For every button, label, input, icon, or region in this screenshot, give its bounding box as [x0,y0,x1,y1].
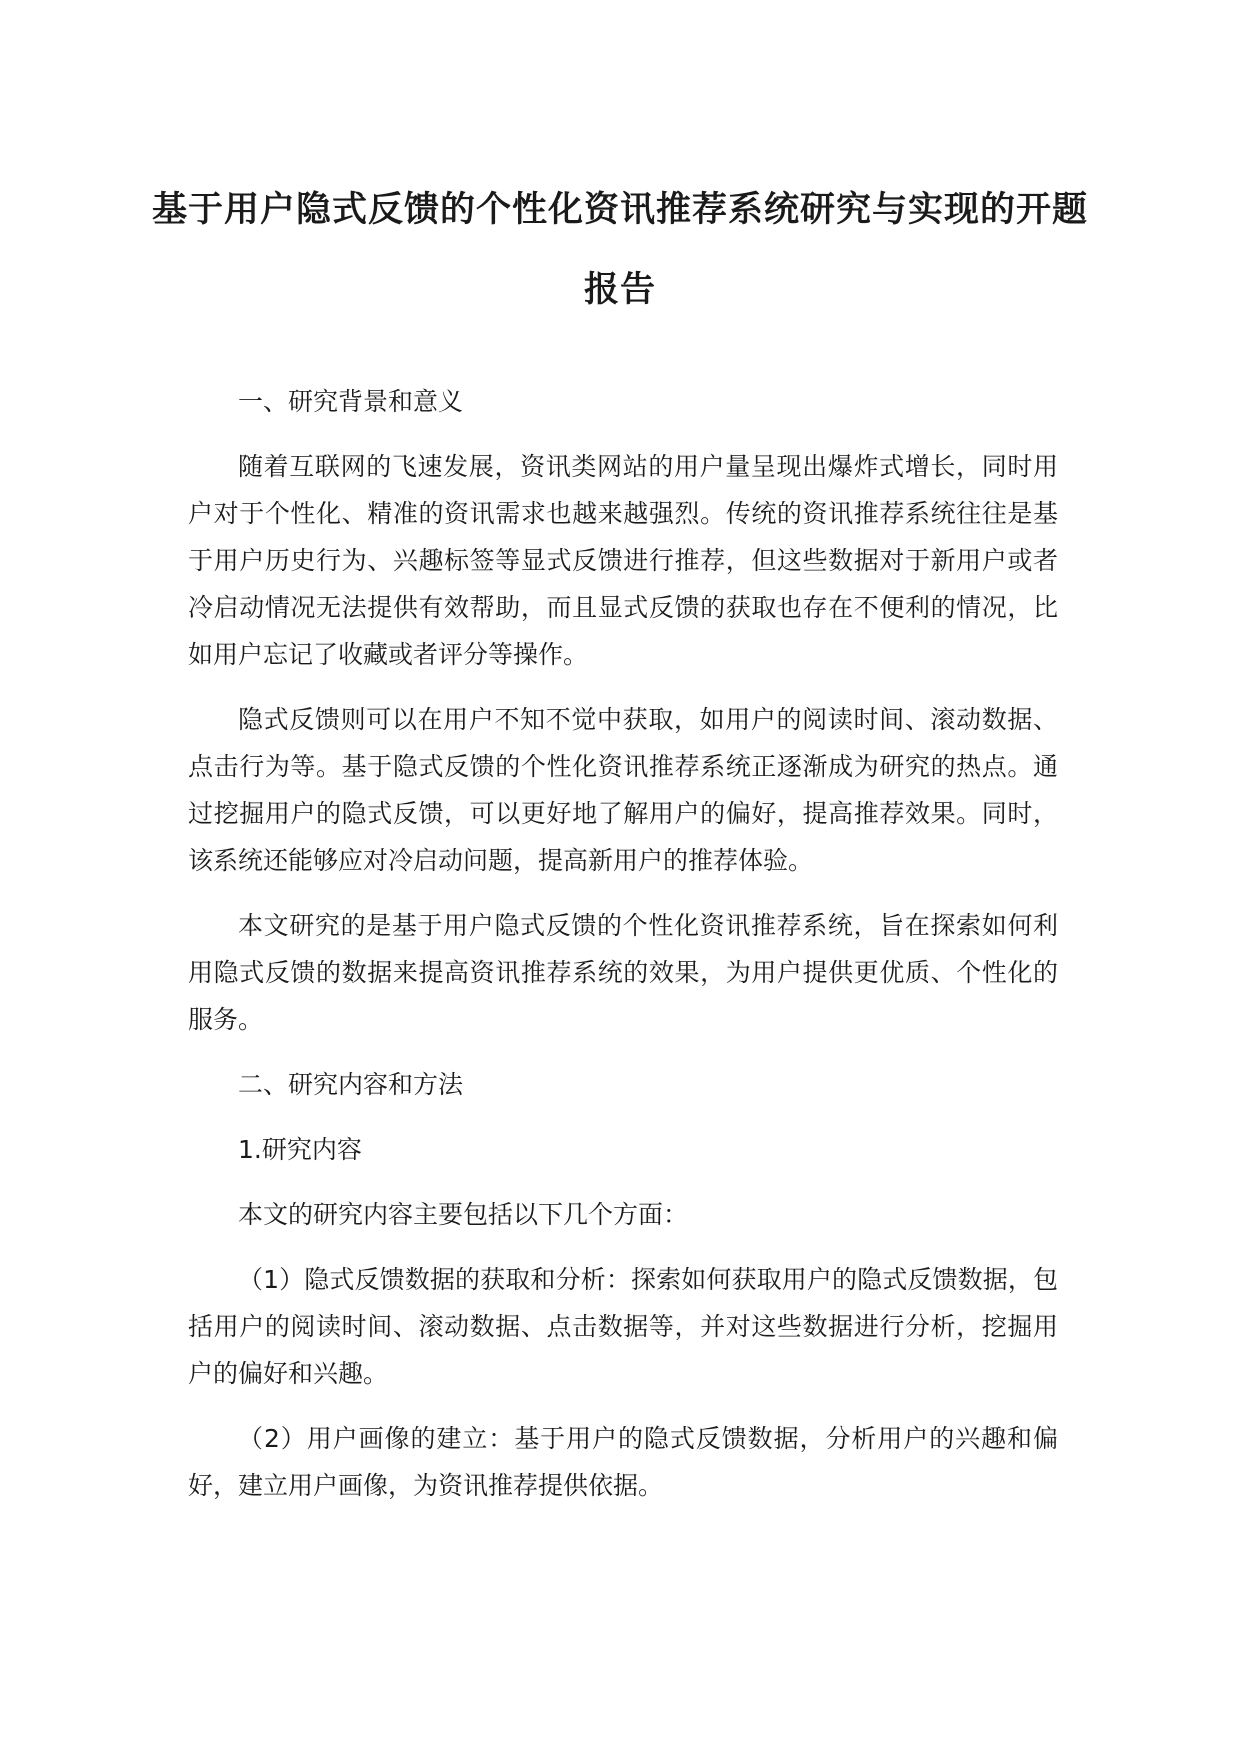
document-title: 基于用户隐式反馈的个性化资讯推荐系统研究与实现的开题报告 [151,190,1088,310]
paragraph-background-2: 隐式反馈则可以在用户不知不觉中获取，如用户的阅读时间、滚动数据、点击行为等。基于隐式反馈的个性化资讯推荐系统正逐渐成为研究的热点。通过挖掘用户的隐式反馈，可以更好地了解用户的偏好，提高推荐效果。同时，该系统还能够应对冷启动问题，提高新用户的推荐体验。 [188,705,1058,875]
section-heading-methods: 二、研究内容和方法 [238,1070,464,1099]
list-item-1: （1）隐式反馈数据的获取和分析：探索如何获取用户的隐式反馈数据，包括用户的阅读时间、滚动数据、点击数据等，并对这些数据进行分析，挖掘用户的偏好和兴趣。 [188,1265,1058,1388]
section-heading-background: 一、研究背景和意义 [238,387,464,416]
subsection-heading-content: 1.研究内容 [238,1135,362,1164]
paragraph-background-3: 本文研究的是基于用户隐式反馈的个性化资讯推荐系统，旨在探索如何利用隐式反馈的数据来提高资讯推荐系统的效果，为用户提供更优质、个性化的服务。 [188,911,1058,1034]
document-body [188,378,1058,1527]
paragraph-background-1: 随着互联网的飞速发展，资讯类网站的用户量呈现出爆炸式增长，同时用户对于个性化、精准的资讯需求也越来越强烈。传统的资讯推荐系统往往是基于用户历史行为、兴趣标签等显式反馈进行推荐，但这些数据对于新用户或者冷启动情况无法提供有效帮助，而且显式反馈的获取也存在不便利的情况，比如用户忘记了收藏或者评分等操作。 [188,452,1058,669]
list-item-2: （2）用户画像的建立：基于用户的隐式反馈数据，分析用户的兴趣和偏好，建立用户画像，为资讯推荐提供依据。 [188,1424,1058,1500]
paragraph-content-intro: 本文的研究内容主要包括以下几个方面： [238,1200,689,1229]
